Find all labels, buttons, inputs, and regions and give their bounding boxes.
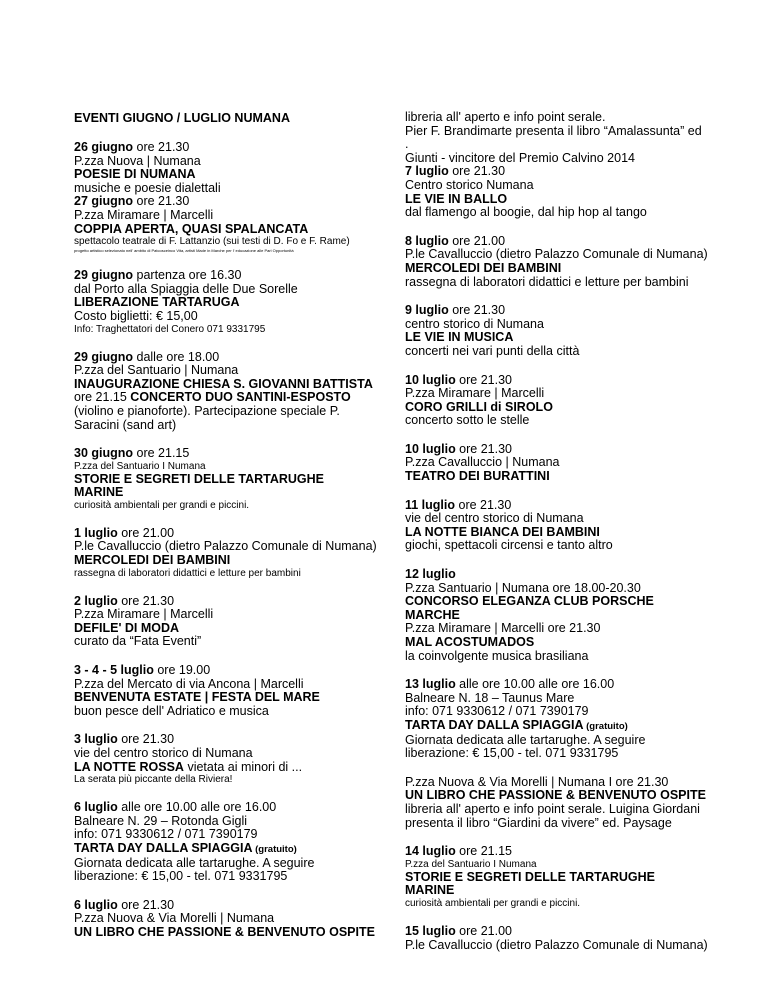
event-bold-text: MERCOLEDI DEI BAMBINI — [74, 553, 231, 568]
event-text: libreria all' aperto e info point serale. — [405, 110, 606, 124]
event-bold-text: TARTA DAY DALLA SPIAGGIA — [405, 717, 584, 732]
event-line — [74, 296, 374, 310]
event-line — [74, 664, 374, 678]
event-text: dal Porto alla Spiaggia delle Due Sorelle — [74, 281, 298, 296]
event-block — [405, 111, 705, 220]
event-line — [405, 304, 705, 318]
event-line — [405, 206, 705, 220]
event-line — [405, 776, 705, 790]
event-text: P.zza Nuova & Via Morelli | Numana I ore 21.30 — [405, 774, 669, 789]
event-bold-text: MARCHE — [405, 607, 460, 622]
event-text: liberazione: € 15,00 - tel. 071 9331795 — [405, 746, 619, 761]
event-line — [74, 774, 374, 786]
event-text: progetto artistico selezionato nell' ambito di Patcosceinco Vita, artisti Made in Marche per l' educazione alle Pari Opportunità — [74, 248, 294, 254]
event-line — [405, 499, 705, 513]
event-bold-text: 30 giugno — [74, 446, 134, 461]
event-line — [405, 678, 705, 692]
event-line — [405, 235, 705, 249]
event-line — [405, 111, 705, 125]
event-text: ore 21.30 — [117, 732, 175, 747]
event-line — [405, 414, 705, 428]
event-text: spettacolo teatrale di F. Lattanzio (sui testi di D. Fo e F. Rame) — [74, 236, 350, 248]
event-line — [405, 719, 705, 734]
event-bold-text: 29 giugno — [74, 349, 134, 364]
event-line — [405, 636, 705, 650]
event-line — [74, 622, 374, 636]
event-text: P.zza Miramare | Marcelli — [405, 386, 545, 401]
event-line — [405, 401, 705, 415]
event-line — [405, 526, 705, 540]
event-block — [74, 447, 374, 512]
event-text: ore 21.15 — [74, 390, 131, 405]
event-line — [74, 209, 374, 223]
event-text: Balneare N. 29 – Rotonda Gigli — [74, 813, 248, 828]
event-text: centro storico di Numana — [405, 316, 544, 331]
event-line — [74, 870, 374, 884]
event-line — [74, 705, 374, 719]
event-block — [74, 269, 374, 335]
event-text: alle ore 10.00 alle ore 16.00 — [455, 677, 615, 692]
event-line — [405, 387, 705, 401]
event-block — [405, 845, 705, 910]
event-text: Giornata dedicata alle tartarughe. A seguire — [405, 732, 646, 747]
event-bold-text: MARINE — [405, 883, 455, 898]
event-text: P.zza Miramare | Marcelli — [74, 607, 214, 622]
event-text: partenza ore 16.30 — [133, 268, 242, 283]
event-line — [74, 554, 374, 568]
event-text: ore 21.30 — [448, 303, 506, 318]
event-bold-text: STORIE E SEGRETI DELLE TARTARUGHE — [405, 869, 656, 884]
event-bold-text: CONCORSO ELEGANZA CLUB PORSCHE — [405, 594, 654, 609]
event-line — [74, 527, 374, 541]
event-text: P.zza Nuova | Numana — [74, 153, 201, 168]
event-text: ore 21.30 — [455, 441, 512, 456]
event-line — [405, 789, 705, 803]
event-bold-text: TARTA DAY DALLA SPIAGGIA — [74, 840, 253, 855]
event-line — [405, 884, 705, 898]
event-text: concerto sotto le stelle — [405, 413, 530, 428]
event-line — [74, 899, 374, 913]
event-text: liberazione: € 15,00 - tel. 071 9331795 — [74, 869, 288, 884]
event-bold-text: LIBERAZIONE TARTARUGA — [74, 295, 240, 310]
event-bold-text: 7 luglio — [405, 164, 449, 179]
event-text: curiosità ambientali per grandi e piccini. — [405, 897, 581, 909]
event-text: ore 21.15 — [455, 844, 512, 859]
event-line — [405, 582, 705, 596]
event-text: dalle ore 18.00 — [133, 349, 220, 364]
event-line — [74, 195, 374, 209]
event-line — [74, 500, 374, 512]
event-bold-text: MERCOLEDI DEI BAMBINI — [405, 260, 562, 275]
event-bold-text: 10 luglio — [405, 441, 456, 456]
event-text: concerti nei vari punti della città — [405, 343, 580, 358]
event-bold-text: 6 luglio — [74, 800, 118, 815]
event-bold-text: LA NOTTE BIANCA DEI BAMBINI — [405, 524, 600, 539]
event-line — [74, 691, 374, 705]
event-line — [405, 179, 705, 193]
event-text: Costo biglietti: € 15,00 — [74, 308, 198, 323]
event-bold-text: COPPIA APERTA, QUASI SPALANCATA — [74, 221, 309, 236]
event-bold-text: DEFILE' DI MODA — [74, 620, 180, 635]
event-bold-text: 12 luglio — [405, 567, 456, 582]
event-line — [405, 845, 705, 859]
event-line — [74, 269, 374, 283]
event-bold-text: 9 luglio — [405, 303, 449, 318]
event-line — [405, 734, 705, 748]
event-text: P.le Cavalluccio (dietro Palazzo Comunale di Numana) — [405, 247, 708, 262]
event-line — [74, 635, 374, 649]
event-line — [74, 926, 374, 940]
event-bold-text: 2 luglio — [74, 593, 118, 608]
event-text: ore 21.30 — [448, 164, 506, 179]
event-text: info: 071 9330612 / 071 7390179 — [74, 827, 258, 842]
event-line — [74, 678, 374, 692]
event-line — [405, 331, 705, 345]
event-line — [405, 871, 705, 885]
event-bold-text: LE VIE IN BALLO — [405, 191, 508, 206]
event-text: ore 21.30 — [117, 897, 175, 912]
event-bold-text: LE VIE IN MUSICA — [405, 330, 514, 345]
left-column — [74, 111, 377, 955]
event-line — [74, 283, 374, 297]
event-text: Balneare N. 18 – Taunus Mare — [405, 690, 575, 705]
event-line — [405, 512, 705, 526]
event-line — [405, 817, 705, 831]
event-bold-text: STORIE E SEGRETI DELLE TARTARUGHE MARINE — [74, 471, 325, 500]
event-block — [405, 443, 705, 484]
event-text: P.le Cavalluccio (dietro Palazzo Comunale di Numana) — [405, 937, 708, 952]
event-bold-text: UN LIBRO CHE PASSIONE & BENVENUTO OSPITE — [74, 924, 375, 939]
event-line — [405, 443, 705, 457]
event-bold-text: POESIE DI NUMANA — [74, 167, 196, 182]
event-line — [74, 310, 374, 324]
document-title: EVENTI GIUGNO / LUGLIO NUMANA — [74, 111, 290, 125]
event-line — [405, 705, 705, 719]
event-text: la coinvolgente musica brasiliana — [405, 648, 589, 663]
event-line — [405, 650, 705, 664]
event-bold-text: MAL ACOSTUMADOS — [405, 635, 535, 649]
event-block — [74, 733, 374, 786]
event-bold-text: INAUGURAZIONE CHIESA S. GIOVANNI BATTISTA — [74, 376, 373, 391]
event-line — [74, 568, 374, 580]
event-text: Giunti - vincitore del Premio Calvino 2014 — [405, 150, 635, 165]
event-line — [74, 182, 374, 196]
event-text: Giornata dedicata alle tartarughe. A seguire — [74, 855, 315, 870]
event-line — [74, 405, 374, 432]
event-text: ore 21.00 — [455, 923, 512, 938]
event-text: ore 21.00 — [448, 233, 506, 248]
event-line — [74, 801, 374, 815]
event-bold-text: 8 luglio — [405, 233, 449, 248]
event-text: P.zza Santuario | Numana ore 18.00-20.30 — [405, 580, 641, 595]
event-text: ore 19.00 — [153, 663, 211, 678]
event-block — [405, 304, 705, 358]
event-line — [74, 223, 374, 237]
event-bold-text: UN LIBRO CHE PASSIONE & BENVENUTO OSPITE — [405, 788, 706, 803]
event-text: vie del centro storico di Numana — [74, 746, 253, 760]
event-line — [405, 747, 705, 761]
event-block — [405, 568, 705, 663]
event-text: ore 21.30 — [133, 194, 190, 209]
event-bold-text: BENVENUTA ESTATE | FESTA DEL MARE — [74, 690, 320, 705]
event-text: P.zza del Santuario I Numana — [405, 858, 537, 870]
event-line — [405, 152, 705, 166]
event-text: Centro storico Numana — [405, 177, 534, 192]
event-line — [74, 236, 374, 248]
event-text: ore 21.15 — [133, 446, 190, 461]
event-line — [405, 193, 705, 207]
event-line — [74, 828, 374, 842]
event-block — [405, 678, 705, 761]
event-line — [405, 456, 705, 470]
event-line — [405, 138, 705, 152]
event-text: vie del centro storico di Numana — [405, 511, 584, 526]
event-line — [405, 937, 708, 953]
event-text: ore 21.30 — [455, 497, 512, 512]
event-block — [405, 499, 705, 553]
event-text: rassegna di laboratori didattici e letture per bambini — [74, 567, 301, 579]
event-block — [405, 923, 708, 952]
event-line — [74, 248, 374, 254]
event-line — [405, 276, 705, 290]
event-line — [74, 857, 374, 871]
event-bold-text: 3 luglio — [74, 732, 118, 747]
event-bold-text: 13 luglio — [405, 677, 456, 692]
event-block — [74, 899, 374, 940]
event-block — [74, 595, 374, 649]
event-block — [74, 351, 374, 433]
event-line — [74, 141, 374, 155]
event-line — [74, 595, 374, 609]
event-text: dal flamengo al boogie, dal hip hop al tango — [405, 205, 647, 220]
event-block — [74, 664, 374, 718]
event-bold-text: TEATRO DEI BURATTINI — [405, 469, 550, 484]
event-text: vietata ai minori di ... — [183, 759, 303, 774]
event-text: P.zza del Santuario | Numana — [74, 363, 239, 378]
event-line — [74, 733, 374, 747]
event-line — [74, 473, 374, 500]
event-text: P.zza Cavalluccio | Numana — [405, 455, 560, 470]
event-text: info: 071 9330612 / 071 7390179 — [405, 704, 589, 719]
event-text: P.zza Miramare | Marcelli — [74, 207, 214, 222]
event-line — [74, 364, 374, 378]
event-block — [405, 233, 708, 289]
event-line — [405, 803, 705, 817]
event-text: Pier F. Brandimarte presenta il libro “Amalassunta” ed — [405, 123, 702, 138]
event-block — [405, 374, 705, 428]
event-line — [74, 912, 374, 926]
event-bold-text: 27 giugno — [74, 194, 134, 209]
event-text: P.zza del Santuario I Numana — [74, 460, 206, 472]
event-text: presenta il libro “Giardini da vivere” ed. Paysage — [405, 815, 672, 830]
event-text: ore 21.30 — [117, 593, 175, 608]
event-bold-text: CONCERTO DUO SANTINI-ESPOSTO — [130, 390, 351, 405]
event-bold-text: 29 giugno — [74, 268, 134, 283]
event-text: (violino e pianoforte). Partecipazione speciale P. Saracini (sand art) — [74, 403, 340, 432]
event-block — [405, 776, 705, 830]
event-text: curiosità ambientali per grandi e piccini. — [74, 499, 250, 511]
event-text: alle ore 10.00 alle ore 16.00 — [117, 800, 277, 815]
event-bold-text: 3 - 4 - 5 luglio — [74, 663, 154, 678]
event-bold-text: 15 luglio — [405, 923, 456, 938]
event-text: La serata più piccante della Riviera! — [74, 774, 233, 786]
event-bold-text: 1 luglio — [74, 525, 118, 540]
event-text: rassegna di laboratori didattici e letture per bambini — [405, 274, 689, 289]
event-line — [405, 898, 705, 910]
free-label: (gratuito) — [252, 843, 297, 855]
event-text: ore 21.30 — [455, 372, 512, 387]
event-text: P.zza del Mercato di via Ancona | Marcelli — [74, 676, 304, 691]
event-block — [74, 525, 377, 580]
event-text: musiche e poesie dialettali — [74, 180, 221, 195]
event-line — [405, 318, 705, 332]
event-line — [405, 262, 705, 276]
event-block — [74, 801, 374, 884]
event-bold-text: 10 luglio — [405, 372, 456, 387]
event-bold-text: 26 giugno — [74, 140, 134, 154]
event-line — [405, 345, 705, 359]
free-label: (gratuito) — [583, 720, 628, 732]
event-line — [405, 622, 705, 636]
event-line — [405, 247, 708, 262]
event-line — [74, 761, 374, 775]
event-line — [405, 609, 705, 623]
event-bold-text: 6 luglio — [74, 897, 118, 912]
event-text: ore 21.30 — [133, 140, 190, 154]
event-line — [405, 568, 705, 582]
event-line — [405, 470, 705, 484]
event-line — [405, 539, 705, 553]
right-column — [405, 110, 708, 967]
event-line — [74, 447, 374, 461]
event-line — [405, 125, 705, 139]
event-bold-text: 14 luglio — [405, 844, 456, 859]
event-bold-text: CORO GRILLI di SIROLO — [405, 399, 553, 414]
event-text: ore 21.00 — [117, 525, 175, 540]
event-line — [74, 815, 374, 829]
event-line — [405, 925, 705, 939]
event-line — [74, 378, 374, 392]
event-line — [74, 351, 374, 365]
event-text: buon pesce dell' Adriatico e musica — [74, 703, 269, 718]
event-text: libreria all' aperto e info point serale. Luigina Giordani — [405, 801, 700, 816]
event-line — [74, 539, 377, 554]
event-line — [74, 155, 374, 169]
event-line — [74, 747, 374, 761]
event-text: Info: Traghettatori del Conero 071 9331795 — [74, 323, 266, 335]
event-line — [74, 842, 374, 857]
event-line — [74, 168, 374, 182]
event-text: . — [405, 137, 409, 152]
event-line — [74, 391, 374, 405]
event-bold-text: LA NOTTE ROSSA — [74, 759, 184, 774]
event-text: curato da “Fata Eventi” — [74, 634, 202, 649]
event-line — [405, 165, 705, 179]
event-line — [405, 374, 705, 388]
event-line — [74, 608, 374, 622]
event-text: P.le Cavalluccio (dietro Palazzo Comunale di Numana) — [74, 539, 377, 554]
event-bold-text: 11 luglio — [405, 497, 456, 512]
event-text: giochi, spettacoli circensi e tanto altro — [405, 538, 613, 553]
event-line — [74, 324, 374, 336]
event-block — [74, 141, 374, 254]
event-line — [405, 692, 705, 706]
event-text: P.zza Miramare | Marcelli ore 21.30 — [405, 621, 601, 636]
event-line — [405, 595, 705, 609]
event-text: P.zza Nuova & Via Morelli | Numana — [74, 911, 275, 926]
